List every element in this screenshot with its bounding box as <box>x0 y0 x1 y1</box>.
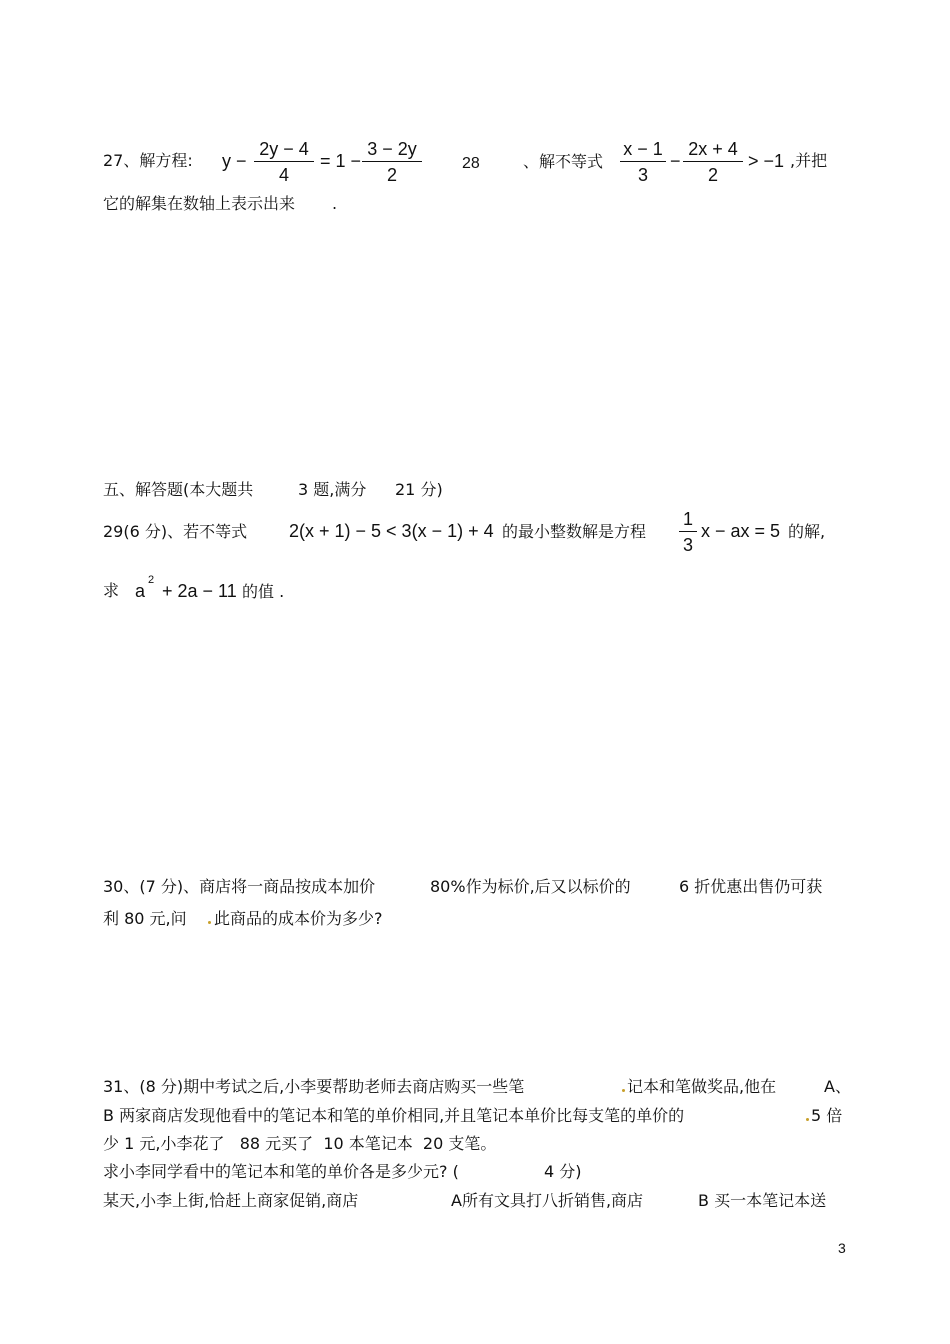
q31-line1-part2: 记本和笔做奖品,他在 <box>627 1077 777 1096</box>
q27-label: 27、解方程: <box>103 151 193 170</box>
q28-label: 、解不等式 <box>523 152 604 171</box>
q30-line1-part2: 80%作为标价,后又以标价的 <box>430 877 631 896</box>
q31-line4-part1: 求小李同学看中的笔记本和笔的单价各是多少元? ( <box>103 1162 459 1181</box>
q29-frac-denominator: 3 <box>682 535 693 555</box>
q30-line2-part2: 此商品的成本价为多少? <box>214 909 383 928</box>
q29-equation: x − ax = 5 <box>701 521 781 541</box>
q28-frac1-numerator: x − 1 <box>623 139 663 159</box>
q31-line1-part3: A、 <box>824 1077 851 1096</box>
page-number: 3 <box>838 1240 846 1256</box>
q29-label: 29(6 分)、若不等式 <box>103 522 248 541</box>
fraction-bar <box>683 161 743 162</box>
q28-frac2-numerator: 2x + 4 <box>688 139 738 159</box>
stray-dot <box>208 921 211 924</box>
q28-fraction-1 <box>620 138 666 186</box>
fraction-bar <box>362 161 422 162</box>
section-5-count: 3 题,满分 <box>298 480 367 499</box>
q29-ask-tail: 的值 . <box>242 582 285 601</box>
q30-line1-part3: 6 折优惠出售仍可获 <box>679 877 823 896</box>
q27-frac1-denominator: 4 <box>278 165 289 185</box>
q27-fraction-2 <box>362 138 422 186</box>
q27-lhs-y: y − <box>222 151 247 171</box>
q28-fraction-2 <box>683 138 743 186</box>
q31-line5-part2: A所有文具打八折销售,商店 <box>451 1191 644 1210</box>
q30-line2-part1: 利 80 元,问 <box>103 909 187 928</box>
q28-number: 28 <box>462 155 480 172</box>
q31-line2-part2: 5 倍 <box>811 1106 843 1125</box>
q29-tail: 的解, <box>788 522 826 541</box>
q29-fraction <box>679 508 697 556</box>
fraction-bar <box>679 531 697 532</box>
q29-inequality: 2(x + 1) − 5 < 3(x − 1) + 4 <box>289 521 494 541</box>
q27-mid: = 1 − <box>320 151 362 171</box>
q29-frac-numerator: 1 <box>682 509 693 529</box>
stray-dot <box>622 1089 625 1092</box>
q27-frac1-numerator: 2y − 4 <box>259 139 309 159</box>
section-5-title: 五、解答题(本大题共 <box>103 480 254 499</box>
q27-frac2-denominator: 2 <box>386 165 397 185</box>
q27-frac2-numerator: 3 − 2y <box>367 139 417 159</box>
q28-rhs: > −1 <box>748 151 785 171</box>
q30-line1-part1: 30、(7 分)、商店将一商品按成本加价 <box>103 877 376 896</box>
q31-line5-part3: B 买一本笔记本送 <box>698 1191 827 1210</box>
q31-line2-part1: B 两家商店发现他看中的笔记本和笔的单价相同,并且笔记本单价比每支笔的单价的 <box>103 1106 685 1125</box>
q28-minus: − <box>670 151 681 171</box>
q29-mid: 的最小整数解是方程 <box>502 522 647 541</box>
q28-frac2-denominator: 2 <box>707 165 718 185</box>
q31-line1-part1: 31、(8 分)期中考试之后,小李要帮助老师去商店购买一些笔 <box>103 1077 525 1096</box>
q28-period: . <box>332 194 338 213</box>
q31-line4-part2: 4 分) <box>544 1162 582 1181</box>
section-5-score: 21 分) <box>395 480 443 499</box>
fraction-bar <box>620 161 666 162</box>
q29-ask: 求 <box>103 581 120 600</box>
q31-line3: 少 1 元,小李花了 88 元买了 10 本笔记本 20 支笔。 <box>103 1134 497 1153</box>
fraction-bar <box>254 161 314 162</box>
q29-a-rest: + 2a − 11 <box>162 581 237 601</box>
stray-dot <box>806 1118 809 1121</box>
q31-line5-part1: 某天,小李上街,恰赶上商家促销,商店 <box>103 1191 359 1210</box>
q28-tail: ,并把 <box>790 151 828 170</box>
q28-frac1-denominator: 3 <box>637 165 648 185</box>
q29-a-base: a <box>135 581 146 601</box>
q27-fraction-1 <box>254 138 314 186</box>
q28-line2: 它的解集在数轴上表示出来 <box>103 194 296 213</box>
q29-a-exponent: 2 <box>148 574 155 586</box>
